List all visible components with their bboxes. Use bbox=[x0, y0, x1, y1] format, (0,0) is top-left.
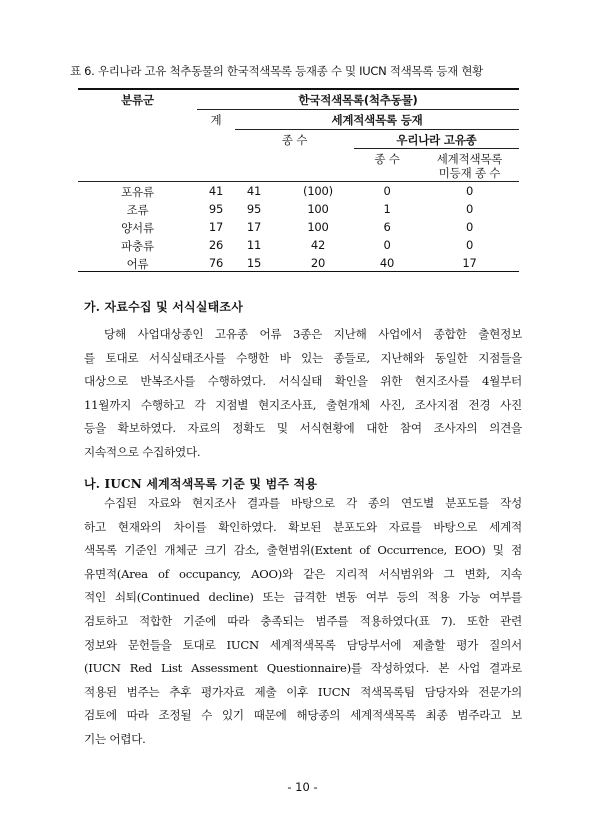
cell-world: 11 bbox=[246, 238, 262, 252]
page-number: - 10 - bbox=[287, 780, 318, 794]
cell-world-pct: 20 bbox=[310, 256, 326, 270]
cell-unlisted: 0 bbox=[465, 220, 474, 234]
header-unlisted-line1: 세계적색목록 bbox=[436, 152, 503, 166]
paragraph-line: 검토하고 적합한 기준에 따라 충족되는 범주를 적용하였다(표 7). 또한 관련 bbox=[84, 613, 522, 628]
section-heading-a: 가. 자료수집 및 서식실태조사 bbox=[84, 300, 244, 314]
paragraph-line: 지속적으로 수집하였다. bbox=[84, 444, 201, 459]
paragraph-line: 하고 현재와의 차이를 확인하였다. 확보된 분포도와 자료를 바탕으로 세계적 bbox=[84, 519, 522, 534]
header-bottom-rule bbox=[78, 181, 519, 182]
paragraph-line: 적인 쇠퇴(Continued decline) 또는 급격한 변동 여부 등의 적용 가능 여부를 bbox=[84, 590, 522, 605]
cell-unlisted: 0 bbox=[465, 184, 474, 198]
paragraph-line: 색목록 기준인 개체군 크기 감소, 출현범위(Extent of Occurrence, EOO) 및 점 bbox=[84, 543, 522, 558]
paragraph-line: 를 토대로 서식실태조사를 수행한 바 있는 종들로, 지난해와 동일한 지점들을 bbox=[84, 350, 522, 365]
paragraph-line: (IUCN Red List Assessment Questionnaire)를 작성하였다. 본 사업 결과로 bbox=[84, 661, 522, 676]
paragraph-line: 기는 어렵다. bbox=[84, 731, 146, 746]
header-korean-redlist: 한국적색목록(척추동물) bbox=[298, 93, 418, 107]
paragraph-line: 수집된 자료와 현지조사 결과를 바탕으로 각 종의 연도별 분포도를 작성 bbox=[104, 496, 522, 510]
cell-unlisted: 0 bbox=[465, 202, 474, 216]
cell-group: 포유류 bbox=[121, 185, 154, 199]
cell-world: 17 bbox=[246, 220, 262, 234]
cell-unlisted: 0 bbox=[465, 238, 474, 252]
cell-world-pct: (100) bbox=[303, 184, 333, 198]
section-heading-b: 나. IUCN 세계적색목록 기준 및 범주 적용 bbox=[84, 477, 318, 491]
cell-world-pct: 100 bbox=[307, 220, 329, 234]
cell-endemic: 1 bbox=[383, 202, 391, 216]
paragraph-line: 등을 확보하였다. 자료의 정확도 및 서식현황에 대한 참여 조사자의 의견을 bbox=[84, 421, 522, 436]
rule-endemic bbox=[354, 148, 519, 149]
cell-endemic: 0 bbox=[383, 238, 391, 252]
paragraph-line: 당해 사업대상종인 고유종 어류 3종은 지난해 사업에서 종합한 출현정보 bbox=[104, 327, 522, 341]
header-endemic: 우리나라 고유종 bbox=[396, 133, 477, 147]
cell-endemic: 40 bbox=[379, 256, 395, 270]
rule-world-redlist bbox=[235, 129, 519, 130]
cell-group: 양서류 bbox=[121, 221, 154, 235]
cell-world: 41 bbox=[246, 184, 262, 198]
cell-unlisted: 17 bbox=[462, 256, 477, 270]
cell-group: 파충류 bbox=[121, 239, 154, 253]
cell-total: 41 bbox=[208, 184, 224, 198]
header-group: 분류군 bbox=[121, 93, 154, 107]
paragraph-line: 대상으로 반복조사를 수행하였다. 서식실태 확인을 위한 현지조사를 4월부터 bbox=[84, 374, 522, 389]
header-species-count-2: 종 수 bbox=[374, 152, 400, 166]
cell-group: 어류 bbox=[126, 257, 149, 271]
paragraph-line: 정보와 문헌들을 토대로 IUCN 세계적색목록 담당부서에 제출할 평가 질의서 bbox=[84, 637, 522, 652]
paragraph-line: 유면적(Area of occupancy, AOO)와 같은 지리적 서식범위와 그 변화, 지속 bbox=[84, 566, 522, 581]
header-world-redlist: 세계적색목록 등재 bbox=[331, 113, 423, 127]
cell-world: 15 bbox=[246, 256, 262, 270]
rule-korean-redlist bbox=[197, 109, 519, 110]
cell-total: 26 bbox=[208, 238, 224, 252]
cell-endemic: 6 bbox=[383, 220, 391, 234]
cell-endemic: 0 bbox=[383, 184, 391, 198]
cell-world: 95 bbox=[246, 202, 262, 216]
cell-total: 76 bbox=[208, 256, 224, 270]
cell-world-pct: 42 bbox=[310, 238, 326, 252]
cell-group: 조류 bbox=[126, 203, 149, 217]
paragraph-line: 11월까지 수행하고 각 지점별 현지조사표, 출현개체 사진, 조사지점 전경 사진 bbox=[84, 397, 522, 412]
header-unlisted-line2: 미등재 종 수 bbox=[438, 166, 501, 180]
section-a-paragraph bbox=[84, 323, 522, 465]
section-b-paragraph bbox=[84, 492, 522, 752]
cell-world-pct: 100 bbox=[307, 202, 329, 216]
table-top-rule bbox=[78, 88, 519, 90]
header-total: 계 bbox=[210, 113, 222, 127]
paragraph-line: 적용된 범주는 추후 평가자료 제출 이후 IUCN 적색목록팀 담당자와 전문가의 bbox=[84, 684, 522, 699]
paragraph-line: 검토에 따라 조정될 수 있기 때문에 해당종의 세계적색목록 최종 범주라고 보 bbox=[84, 708, 522, 723]
cell-total: 17 bbox=[208, 220, 224, 234]
header-species-count: 종 수 bbox=[281, 133, 308, 147]
table-caption: 표 6. 우리나라 고유 척추동물의 한국적색목록 등재종 수 및 IUCN 적색목록 등재 현황 bbox=[70, 64, 483, 78]
cell-total: 95 bbox=[208, 202, 224, 216]
